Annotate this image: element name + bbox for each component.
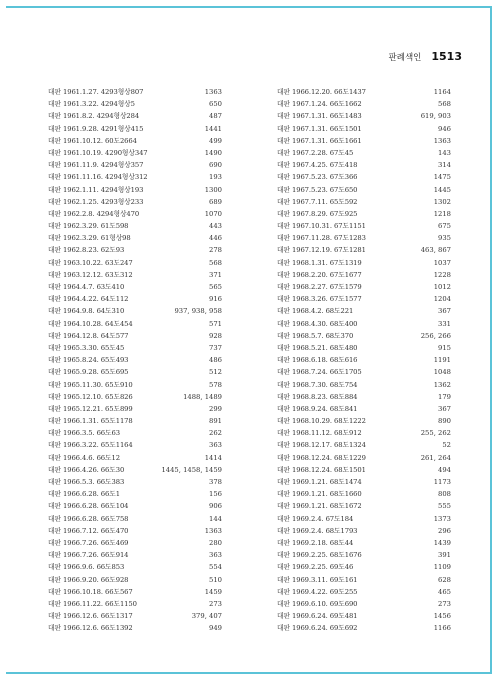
- case-entry: [48, 220, 222, 232]
- case-entry: [48, 500, 222, 512]
- case-citation: 대판 1965.8.24. 65도493: [48, 356, 129, 365]
- case-citation: 대판 1969.2.25. 69도46: [277, 563, 354, 572]
- case-entry: [277, 525, 451, 537]
- case-citation: 대판 1968.6.18. 68도616: [277, 356, 358, 365]
- page-references: 737: [209, 343, 222, 352]
- case-entry: [48, 561, 222, 573]
- case-entry: [277, 439, 451, 451]
- case-citation: 대판 1966.7.26. 66도914: [48, 551, 129, 560]
- case-citation: 대판 1966.3.5. 66도63: [48, 429, 120, 438]
- page-references: 299: [209, 404, 222, 413]
- case-citation: 대판 1966.9.20. 66도928: [48, 575, 129, 584]
- page-references: 367: [438, 307, 451, 316]
- page-references: 1166: [433, 624, 451, 633]
- case-entry: [48, 159, 222, 171]
- case-entry: [277, 549, 451, 561]
- case-citation: 대판 1969.1.21. 68도1474: [277, 478, 362, 486]
- page-references: 487: [209, 112, 222, 121]
- case-citation: 대판 1964.4.7. 63도410: [48, 283, 125, 291]
- page-references: 314: [438, 161, 451, 170]
- page-references: 808: [438, 490, 451, 499]
- case-entry: [48, 232, 222, 244]
- page-references: 1490: [204, 148, 222, 157]
- page-references: 1363: [204, 526, 222, 535]
- page-references: 1414: [204, 453, 222, 462]
- case-entry: [48, 330, 222, 342]
- case-entry: [48, 586, 222, 598]
- case-citation: 대판 1966.3.22. 65도1164: [48, 441, 133, 450]
- case-citation: 대판 1969.3.11. 69도161: [277, 575, 358, 584]
- page-references: 278: [209, 246, 222, 255]
- case-entry: [48, 525, 222, 537]
- case-entry: [48, 452, 222, 464]
- case-citation: 대판 1967.5.23. 67도650: [277, 185, 358, 194]
- case-entry: [277, 98, 451, 110]
- case-citation: 대판 1962.2.8. 4294형상470: [48, 209, 140, 218]
- case-entry: [48, 391, 222, 403]
- case-entry: [48, 342, 222, 354]
- case-entry: [48, 464, 222, 476]
- page-references: 1300: [204, 185, 222, 194]
- case-entry: [48, 610, 222, 622]
- page-references: 619, 903: [420, 112, 451, 121]
- page-references: 494: [438, 465, 451, 474]
- case-entry: [277, 196, 451, 208]
- case-citation: 대판 1969.1.21. 68도1660: [277, 490, 362, 499]
- case-entry: [277, 244, 451, 256]
- case-citation: 대판 1961.11.16. 4294형상312: [48, 173, 148, 182]
- page-references: 946: [438, 124, 451, 133]
- case-index-left-column: [48, 86, 222, 634]
- page-references: 1012: [433, 283, 451, 291]
- page-references: 296: [438, 526, 451, 535]
- case-citation: 대판 1968.1.31. 67도1319: [277, 258, 362, 267]
- case-entry: [48, 184, 222, 196]
- case-citation: 대판 1967.1.31. 66도1501: [277, 124, 362, 133]
- page-references: 568: [438, 100, 451, 109]
- case-citation: 대판 1961.1.27. 4293형상807: [48, 88, 144, 96]
- page-references: 1373: [433, 514, 451, 523]
- page-references: 262: [209, 429, 222, 438]
- page-references: 1475: [433, 173, 451, 182]
- case-citation: 대판 1967.8.29. 67도925: [277, 209, 358, 218]
- case-citation: 대판 1969.6.10. 69도690: [277, 599, 358, 608]
- case-citation: 대판 1966.6.28. 66도1: [48, 490, 120, 499]
- page-references: 1445, 1458, 1459: [161, 465, 222, 474]
- case-entry: [277, 561, 451, 573]
- page-references: 156: [209, 490, 222, 499]
- case-citation: 대판 1969.1.21. 68도1672: [277, 502, 362, 511]
- case-citation: 대판 1961.10.19. 4290형상347: [48, 148, 148, 157]
- case-citation: 대판 1966.6.28. 66도104: [48, 502, 129, 511]
- case-entry: [48, 293, 222, 305]
- page-references: 1459: [204, 587, 222, 596]
- case-entry: [48, 513, 222, 525]
- page-references: 463, 867: [420, 246, 451, 255]
- case-citation: 대판 1969.2.4. 68도1793: [277, 526, 358, 535]
- page-references: 378: [209, 478, 222, 486]
- case-citation: 대판 1964.9.8. 64도310: [48, 307, 125, 316]
- case-entry: [48, 427, 222, 439]
- case-citation: 대판 1968.5.7. 68도370: [277, 331, 354, 340]
- case-citation: 대판 1961.10.12. 60도2664: [48, 136, 137, 145]
- page-references: 555: [438, 502, 451, 511]
- case-citation: 대판 1968.12.24. 68도1501: [277, 465, 366, 474]
- case-entry: [48, 98, 222, 110]
- page-references: 363: [209, 441, 222, 450]
- case-citation: 대판 1969.2.18. 68도44: [277, 538, 354, 547]
- page-references: 391: [438, 551, 451, 560]
- case-citation: 대판 1968.11.12. 68도912: [277, 429, 362, 438]
- page-references: 690: [209, 161, 222, 170]
- case-entry: [48, 135, 222, 147]
- page-references: 379, 407: [191, 612, 222, 621]
- case-citation: 대판 1961.3.22. 4294형상5: [48, 100, 135, 109]
- case-entry: [48, 439, 222, 451]
- case-citation: 대판 1967.12.19. 67도1281: [277, 246, 366, 255]
- page-references: 578: [209, 380, 222, 389]
- case-entry: [48, 208, 222, 220]
- case-citation: 대판 1968.7.30. 68도754: [277, 380, 358, 389]
- case-citation: 대판 1968.4.2. 68도221: [277, 307, 354, 316]
- case-citation: 대판 1965.11.30. 65도910: [48, 380, 133, 389]
- case-entry: [277, 318, 451, 330]
- page-references: 1488, 1489: [183, 392, 222, 401]
- case-entry: [48, 403, 222, 415]
- case-entry: [277, 586, 451, 598]
- case-citation: 대판 1966.12.6. 66도1317: [48, 612, 133, 621]
- page-references: 1362: [433, 380, 451, 389]
- case-citation: 대판 1964.4.22. 64도112: [48, 295, 129, 304]
- page-references: 554: [209, 563, 222, 572]
- case-citation: 대판 1969.4.22. 69도255: [277, 587, 358, 596]
- case-entry: [277, 171, 451, 183]
- case-entry: [277, 464, 451, 476]
- case-entry: [277, 305, 451, 317]
- case-citation: 대판 1966.4.26. 66도30: [48, 465, 125, 474]
- case-entry: [48, 244, 222, 256]
- page-references: 499: [209, 136, 222, 145]
- case-entry: [277, 135, 451, 147]
- case-entry: [277, 232, 451, 244]
- case-entry: [48, 110, 222, 122]
- case-citation: 대판 1969.6.24. 69도481: [277, 612, 358, 621]
- case-citation: 대판 1968.5.21. 68도480: [277, 343, 358, 352]
- case-citation: 대판 1967.2.28. 67도45: [277, 148, 354, 157]
- case-citation: 대판 1966.4.6. 66도12: [48, 453, 120, 462]
- page-references: 367: [438, 404, 451, 413]
- page-references: 906: [209, 502, 222, 511]
- case-citation: 대판 1966.9.6. 66도853: [48, 563, 125, 572]
- case-citation: 대판 1967.11.28. 67도1283: [277, 234, 366, 243]
- page-references: 510: [209, 575, 222, 584]
- case-entry: [277, 488, 451, 500]
- case-entry: [48, 257, 222, 269]
- case-entry: [277, 354, 451, 366]
- page-references: 1439: [433, 538, 451, 547]
- case-entry: [277, 610, 451, 622]
- case-citation: 대판 1962.1.25. 4293형상233: [48, 197, 144, 206]
- page-references: 1218: [433, 209, 451, 218]
- case-citation: 대판 1967.7.11. 65도592: [277, 197, 358, 206]
- case-citation: 대판 1962.1.11. 4294형상193: [48, 185, 144, 194]
- case-citation: 대판 1969.2.25. 68도1676: [277, 551, 362, 560]
- case-citation: 대판 1964.12.8. 64도577: [48, 331, 129, 340]
- case-entry: [277, 269, 451, 281]
- case-citation: 대판 1962.3.29. 61도598: [48, 222, 129, 231]
- case-citation: 대판 1966.7.12. 66도470: [48, 526, 129, 535]
- case-citation: 대판 1965.9.28. 65도695: [48, 368, 129, 377]
- case-citation: 대판 1968.12.17. 68도1324: [277, 441, 366, 450]
- page-references: 1228: [433, 270, 451, 279]
- page-references: 331: [438, 319, 451, 328]
- case-citation: 대판 1967.1.31. 66도1483: [277, 112, 362, 121]
- case-entry: [48, 622, 222, 634]
- page-references: 273: [438, 599, 451, 608]
- page-references: 1164: [433, 88, 451, 96]
- case-citation: 대판 1967.1.31. 66도1661: [277, 136, 362, 145]
- page-references: 1302: [433, 197, 451, 206]
- case-citation: 대판 1965.3.30. 65도45: [48, 343, 125, 352]
- case-citation: 대판 1968.8.23. 68도884: [277, 392, 358, 401]
- page-references: 937, 938, 958: [174, 307, 222, 316]
- case-citation: 대판 1961.8.2. 4294형상284: [48, 112, 140, 121]
- case-entry: [277, 257, 451, 269]
- page-references: 1109: [433, 563, 451, 572]
- page-references: 280: [209, 538, 222, 547]
- case-entry: [48, 318, 222, 330]
- case-entry: [48, 354, 222, 366]
- page-references: 916: [209, 295, 222, 304]
- running-header: [389, 50, 462, 63]
- page-references: 571: [209, 319, 222, 328]
- case-entry: [277, 537, 451, 549]
- case-entry: [277, 342, 451, 354]
- page-references: 363: [209, 551, 222, 560]
- case-citation: 대판 1967.10.31. 67도1151: [277, 222, 366, 231]
- page-references: 1173: [433, 478, 451, 486]
- page-references: 193: [209, 173, 222, 182]
- case-entry: [277, 366, 451, 378]
- case-entry: [277, 159, 451, 171]
- page-references: 1456: [433, 612, 451, 621]
- case-entry: [48, 574, 222, 586]
- page-references: 1363: [204, 88, 222, 96]
- case-entry: [48, 269, 222, 281]
- case-citation: 대판 1968.12.24. 68도1229: [277, 453, 366, 462]
- case-citation: 대판 1963.10.22. 63도247: [48, 258, 133, 267]
- case-citation: 대판 1968.7.24. 66도1705: [277, 368, 362, 377]
- case-entry: [277, 513, 451, 525]
- page-references: 261, 264: [420, 453, 451, 462]
- case-citation: 대판 1969.2.4. 67도184: [277, 514, 354, 523]
- page-references: 890: [438, 417, 451, 426]
- case-entry: [48, 123, 222, 135]
- page-references: 144: [209, 514, 222, 523]
- case-entry: [277, 427, 451, 439]
- case-citation: 대판 1966.12.6. 66도1392: [48, 624, 133, 633]
- case-entry: [48, 196, 222, 208]
- case-entry: [48, 366, 222, 378]
- case-entry: [277, 598, 451, 610]
- page-references: 512: [209, 368, 222, 377]
- case-entry: [277, 403, 451, 415]
- case-citation: 대판 1966.5.3. 66도383: [48, 478, 125, 486]
- case-entry: [277, 391, 451, 403]
- case-citation: 대판 1969.6.24. 69도692: [277, 624, 358, 633]
- case-entry: [48, 488, 222, 500]
- case-entry: [277, 220, 451, 232]
- page-references: 650: [209, 100, 222, 109]
- page-references: 52: [442, 441, 451, 450]
- page-references: 1204: [433, 295, 451, 304]
- case-citation: 대판 1968.9.24. 68도841: [277, 404, 358, 413]
- page-references: 143: [438, 148, 451, 157]
- case-entry: [48, 147, 222, 159]
- case-entry: [277, 500, 451, 512]
- case-citation: 대판 1961.11.9. 4294형상357: [48, 161, 144, 170]
- case-entry: [48, 281, 222, 293]
- case-citation: 대판 1966.10.18. 66도567: [48, 587, 133, 596]
- page-number: 1513: [431, 50, 462, 63]
- page-references: 891: [209, 417, 222, 426]
- page-references: 273: [209, 599, 222, 608]
- page-references: 949: [209, 624, 222, 633]
- page-references: 1070: [204, 209, 222, 218]
- case-citation: 대판 1962.8.23. 62도93: [48, 246, 125, 255]
- case-entry: [48, 415, 222, 427]
- page-references: 915: [438, 343, 451, 352]
- case-entry: [277, 330, 451, 342]
- case-entry: [277, 123, 451, 135]
- case-entry: [277, 293, 451, 305]
- case-entry: [277, 452, 451, 464]
- page-references: 689: [209, 197, 222, 206]
- case-citation: 대판 1966.12.20. 66도1437: [277, 88, 366, 96]
- page-references: 256, 266: [420, 331, 451, 340]
- case-entry: [48, 171, 222, 183]
- case-citation: 대판 1967.1.24. 66도1662: [277, 100, 362, 109]
- page-references: 443: [209, 222, 222, 231]
- page-references: 179: [438, 392, 451, 401]
- case-entry: [48, 379, 222, 391]
- case-entry: [277, 86, 451, 98]
- case-citation: 대판 1967.5.23. 67도366: [277, 173, 358, 182]
- page-references: 1037: [433, 258, 451, 267]
- page-references: 935: [438, 234, 451, 243]
- case-citation: 대판 1961.9.28. 4291형상415: [48, 124, 144, 133]
- case-entry: [48, 537, 222, 549]
- page-references: 486: [209, 356, 222, 365]
- case-entry: [48, 305, 222, 317]
- case-citation: 대판 1962.3.29. 61형상98: [48, 234, 131, 243]
- case-entry: [48, 598, 222, 610]
- page-references: 568: [209, 258, 222, 267]
- case-entry: [277, 379, 451, 391]
- section-title: 판례색인: [388, 52, 422, 63]
- page-references: 371: [209, 270, 222, 279]
- case-entry: [277, 147, 451, 159]
- page-references: 1445: [433, 185, 451, 194]
- page-references: 675: [438, 222, 451, 231]
- case-citation: 대판 1966.6.28. 66도758: [48, 514, 129, 523]
- case-entry: [277, 622, 451, 634]
- case-entry: [277, 574, 451, 586]
- page-references: 465: [438, 587, 451, 596]
- page-references: 1363: [433, 136, 451, 145]
- case-entry: [277, 110, 451, 122]
- case-citation: 대판 1966.7.26. 66도469: [48, 538, 129, 547]
- case-citation: 대판 1968.2.27. 67도1579: [277, 283, 362, 291]
- page-references: 1191: [433, 356, 451, 365]
- page-references: 255, 262: [420, 429, 451, 438]
- case-citation: 대판 1965.12.21. 65도899: [48, 404, 133, 413]
- case-citation: 대판 1966.11.22. 66도1150: [48, 599, 137, 608]
- page-references: 628: [438, 575, 451, 584]
- case-citation: 대판 1968.10.29. 68도1222: [277, 417, 366, 426]
- case-citation: 대판 1968.3.26. 67도1577: [277, 295, 362, 304]
- page-references: 1048: [433, 368, 451, 377]
- case-citation: 대판 1963.12.12. 63도312: [48, 270, 133, 279]
- case-entry: [277, 208, 451, 220]
- page-references: 1441: [204, 124, 222, 133]
- case-entry: [48, 86, 222, 98]
- case-entry: [277, 476, 451, 488]
- case-citation: 대판 1966.1.31. 65도1178: [48, 417, 133, 426]
- page-references: 446: [209, 234, 222, 243]
- case-citation: 대판 1968.2.20. 67도1677: [277, 270, 362, 279]
- case-citation: 대판 1967.4.25. 67도418: [277, 161, 358, 170]
- page-references: 928: [209, 331, 222, 340]
- case-citation: 대판 1964.10.28. 64도454: [48, 319, 133, 328]
- page-references: 565: [209, 283, 222, 291]
- case-entry: [48, 476, 222, 488]
- case-entry: [277, 415, 451, 427]
- case-entry: [277, 184, 451, 196]
- case-entry: [277, 281, 451, 293]
- case-citation: 대판 1968.4.30. 68도400: [277, 319, 358, 328]
- case-citation: 대판 1965.12.10. 65도826: [48, 392, 133, 401]
- case-index-right-column: [277, 86, 451, 634]
- case-entry: [48, 549, 222, 561]
